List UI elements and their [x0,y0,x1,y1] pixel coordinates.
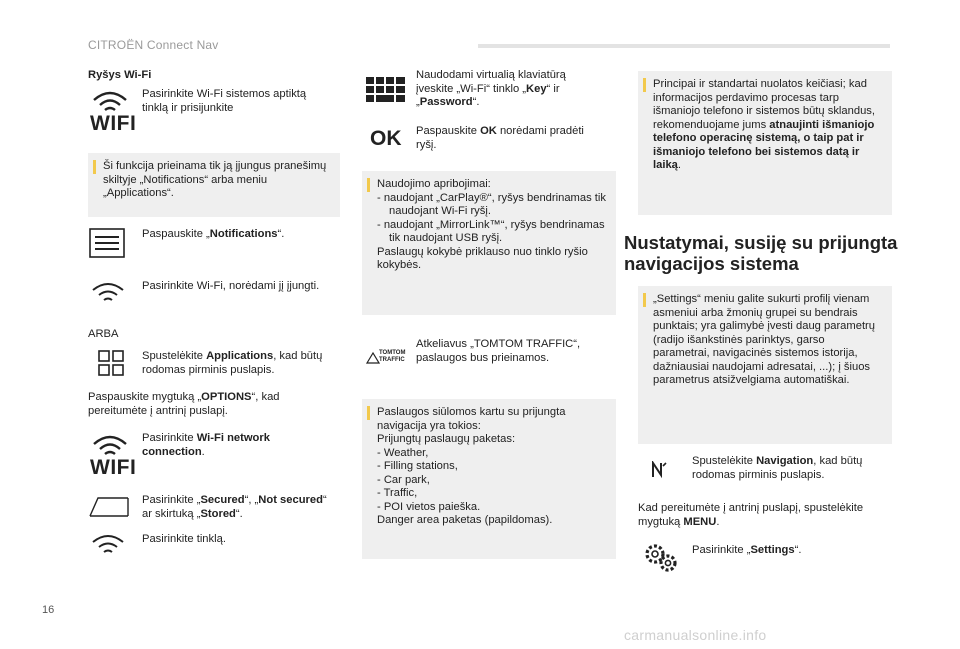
manual-header-title: CITROËN Connect Nav [88,38,219,52]
step-select-secured-tab: Pasirinkite „Secured“, „Not secured“ ar skirtuką „Stored“. [142,494,327,520]
note-marker [643,78,646,92]
step-press-notifications: Paspauskite „Notifications“. [142,228,285,240]
settings-note-box [638,286,892,444]
wifi-signal-icon [90,281,126,305]
step-wifi-network-connection: Pasirinkite Wi-Fi network connection. [142,432,270,458]
step-press-options: Paspauskite mygtuką „OPTIONS“, kad pereitumėte į antrinį puslapį. [88,391,280,417]
tomtom-traffic-icon [366,349,408,369]
header-rule [478,44,890,48]
step-enable-wifi: Pasirinkite Wi-Fi, norėdami jį įjungti. [142,280,320,292]
step-click-applications: Spustelėkite Applications, kad būtų rodomas pirminis puslapis. [142,350,323,376]
limits-title: Naudojimo apribojimai: [377,178,491,190]
limit-carplay: - naudojant „CarPlay®“, ryšys bendrinamas tik naudojant Wi-Fi ryšį. [377,191,606,217]
watermark: carmanualsonline.info [624,627,767,643]
note-marker [93,160,96,174]
limit-mirrorlink: - naudojant „MirrorLink™“, ryšys bendrinamas tik naudojant USB ryšį. [377,218,605,244]
step-select-network-final: Pasirinkite tinklą. [142,533,226,545]
note-marker [643,293,646,307]
keyboard-icon [366,77,406,103]
step-press-menu: Kad pereitumėte į antrinį puslapį, spustelėkite mygtuką MENU. [638,502,864,528]
wifi-logo-text: WIFI [90,112,137,135]
info-note-box [88,153,340,217]
services-intro: Paslaugos siūlomos kartu su prijungta navigacija yra tokios: [377,406,566,432]
list-item: - Filling stations, [377,460,458,472]
settings-note-text: „Settings“ meniu galite sukurti profilį vienam asmeniui arba žmonių grupei su bendrais punktais; yra galimybė įvesti daug parametrų (radijo išankstinės parinktys, garso parametrai, navigacinės sistemos istorija, dažniausiai naudojami adresatai, ...); į šiuos parametrus atsižvelgiama automatiškai. [653,293,875,386]
tab-icon [88,494,130,520]
or-label: ARBA [88,328,119,340]
step-select-network: Pasirinkite Wi-Fi sistemos aptiktą tinklą ir prisijunkite [142,88,307,114]
danger-area-pack: Danger area paketas (papildomas). [377,514,553,526]
page-number: 16 [42,604,55,616]
connected-services-text [377,406,608,528]
connected-services-box [362,399,616,559]
applications-icon [98,350,124,376]
list-item: - Traffic, [377,487,418,499]
limit-quality: Paslaugų kokybė priklauso nuo tinklo ryšio kokybės. [377,245,588,271]
list-item: - Car park, [377,473,430,486]
note-text: Ši funkcija prieinama tik ją įjungus pranešimų skiltyje „Notifications“ arba meniu „Applications“. [103,160,327,199]
settings-gears-icon [644,543,678,573]
step-click-navigation: Spustelėkite Navigation, kad būtų rodomas pirminis puslapis. [692,455,863,481]
note-marker [367,178,370,192]
section-heading-wifi: Ryšys Wi-Fi [88,69,152,81]
tomtom-traffic-text: Atkeliavus „TOMTOM TRAFFIC“, paslaugos bus prieinamos. [416,338,581,364]
navigation-icon [650,461,668,479]
ok-button-icon: OK [370,127,402,150]
usage-limits-text [377,178,608,273]
note-text: Principai ir standartai nuolatos keičiasi; kad informacijos perdavimo procesas tarp išmaniojo telefono ir sistemos būtų sklandus, rekomenduojame jums atnaujinti išmaniojo telefono operacinę sistemą, o taip pat ir išmaniojo telefono bei sistemos datą ir laiką. [653,78,875,171]
services-pack: Prijungtų paslaugų paketas: [377,433,516,445]
wifi-logo-text: WIFI [90,456,137,479]
list-item: - Weather, [377,446,429,459]
step-select-settings: Pasirinkite „Settings“. [692,544,802,556]
usage-limits-box [362,171,616,315]
section-title-settings: Nustatymai, susiję su prijungta navigacijos sistema [624,232,898,274]
notifications-icon [88,226,126,260]
list-item: - POI vietos paieška. [377,500,481,513]
wifi-signal-icon [90,533,126,557]
step-press-ok: Paspauskite OK norėdami pradėti ryšį. [416,125,584,151]
note-marker [367,406,370,420]
tomtom-logo-text: TOMTOM TRAFFIC [379,350,406,363]
step-enter-key-password: Naudodami virtualią klaviatūrą įveskite „Wi-Fi“ tinklo „Key“ ir „Password“. [416,69,566,108]
info-note-box [638,71,892,215]
